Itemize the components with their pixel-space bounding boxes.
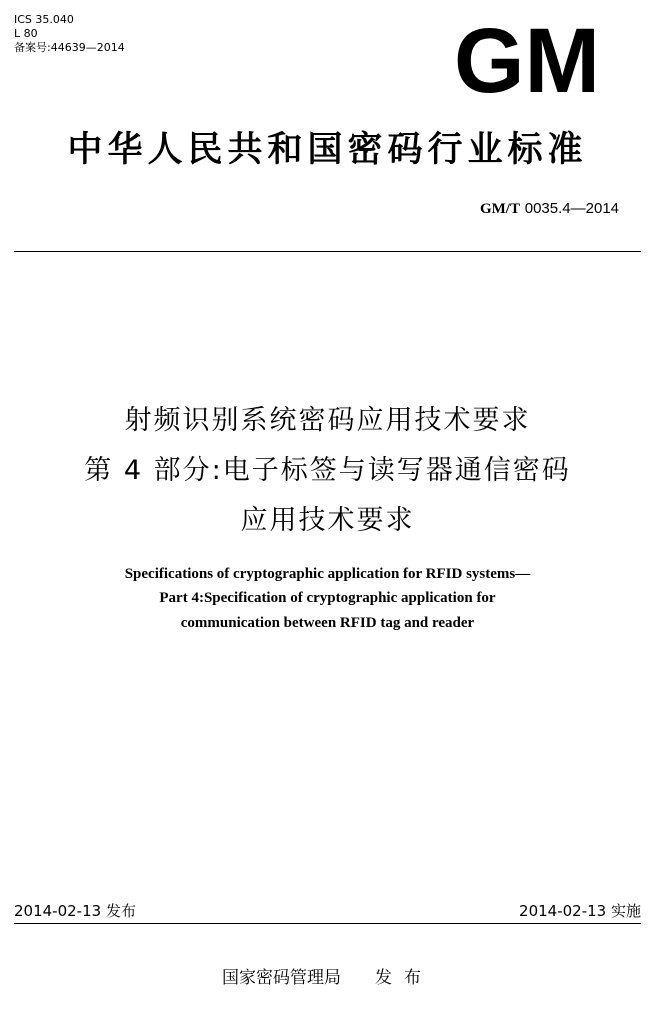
implement-date: 2014-02-13 实施 [519, 902, 641, 920]
ccs-code: L 80 [14, 27, 38, 40]
title-en-line2: Part 4:Specification of cryptographic application for [159, 590, 496, 606]
title-zh-line1: 射频识别系统密码应用技术要求 [124, 405, 531, 436]
gm-logo [452, 22, 602, 96]
title-en-line1: Specifications of cryptographic application for RFID systems— [124, 566, 531, 582]
top-divider [14, 251, 641, 252]
issuer-action: 发布 [375, 968, 433, 988]
issuer-line [0, 963, 655, 988]
record-number: 备案号:44639—2014 [14, 41, 125, 54]
title-en-line3: communication between RFID tag and reader [180, 615, 475, 631]
document-meta [14, 13, 125, 55]
bottom-divider [14, 923, 641, 924]
ics-code: ICS 35.040 [14, 13, 74, 26]
standard-number-value: 0035.4—2014 [524, 200, 619, 217]
issuer-name: 国家密码管理局 [222, 968, 341, 988]
standard-number-prefix: GM/T [479, 201, 520, 217]
title-zh-line2: 第 4 部分:电子标签与读写器通信密码 [84, 455, 571, 486]
gm-logo-text: GM [454, 22, 600, 96]
publish-date: 2014-02-13 发布 [14, 902, 136, 920]
standard-number [480, 199, 619, 218]
title-zh-line3: 应用技术要求 [240, 505, 415, 536]
standard-org-title: 中华人民共和国密码行业标准 [67, 130, 588, 170]
